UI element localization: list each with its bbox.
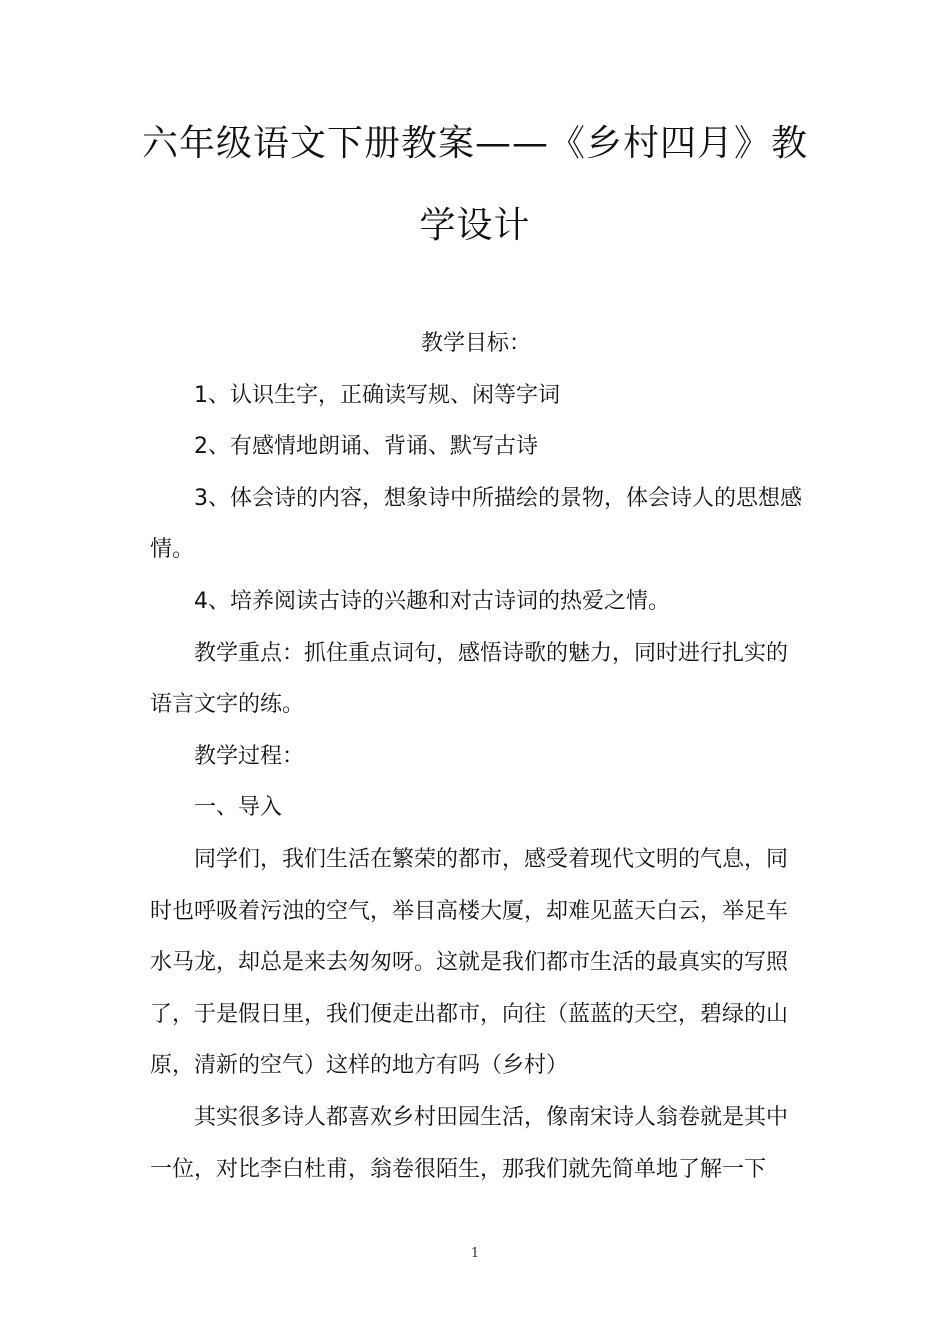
section-heading-intro: 一、导入 (194, 795, 283, 821)
goal-item-4: 4、培养阅读古诗的兴趣和对古诗词的热爱之情。 (194, 588, 670, 614)
intro-paragraph-1: 同学们，我们生活在繁荣的都市，感受着现代文明的气息，同时也呼吸着污浊的空气，举目高楼大厦，却难见蓝天白云，举足车水马龙，却总是来去匆匆呀。这就是我们都市生活的最真实的写照了，于是假日里，我们便走出都市，向往（蓝蓝的天空，碧绿的山原，清新的空气）这样的地方有吗（乡村） (150, 846, 789, 1079)
key-points: 教学重点：抓住重点词句，感悟诗歌的魅力，同时进行扎实的语言文字的练。 (150, 640, 789, 718)
goal-item-3: 3、体会诗的内容，想象诗中所描绘的景物，体会诗人的思想感情。 (150, 485, 802, 563)
page-number: 1 (470, 1246, 480, 1261)
document-title: 六年级语文下册教案——《乡村四月》教学设计 (141, 123, 808, 246)
document-body (150, 318, 802, 1195)
intro-paragraph-2: 其实很多诗人都喜欢乡村田园生活，像南宋诗人翁卷就是其中一位，对比李白杜甫，翁卷很陌生，那我们就先简单地了解一下 (150, 1104, 789, 1182)
goal-item-2: 2、有感情地朗诵、背诵、默写古诗 (194, 434, 538, 460)
goal-item-1: 1、认识生字，正确读写规、闲等字词 (194, 382, 560, 408)
process-heading: 教学过程： (194, 743, 305, 769)
goals-heading: 教学目标： (420, 331, 531, 356)
